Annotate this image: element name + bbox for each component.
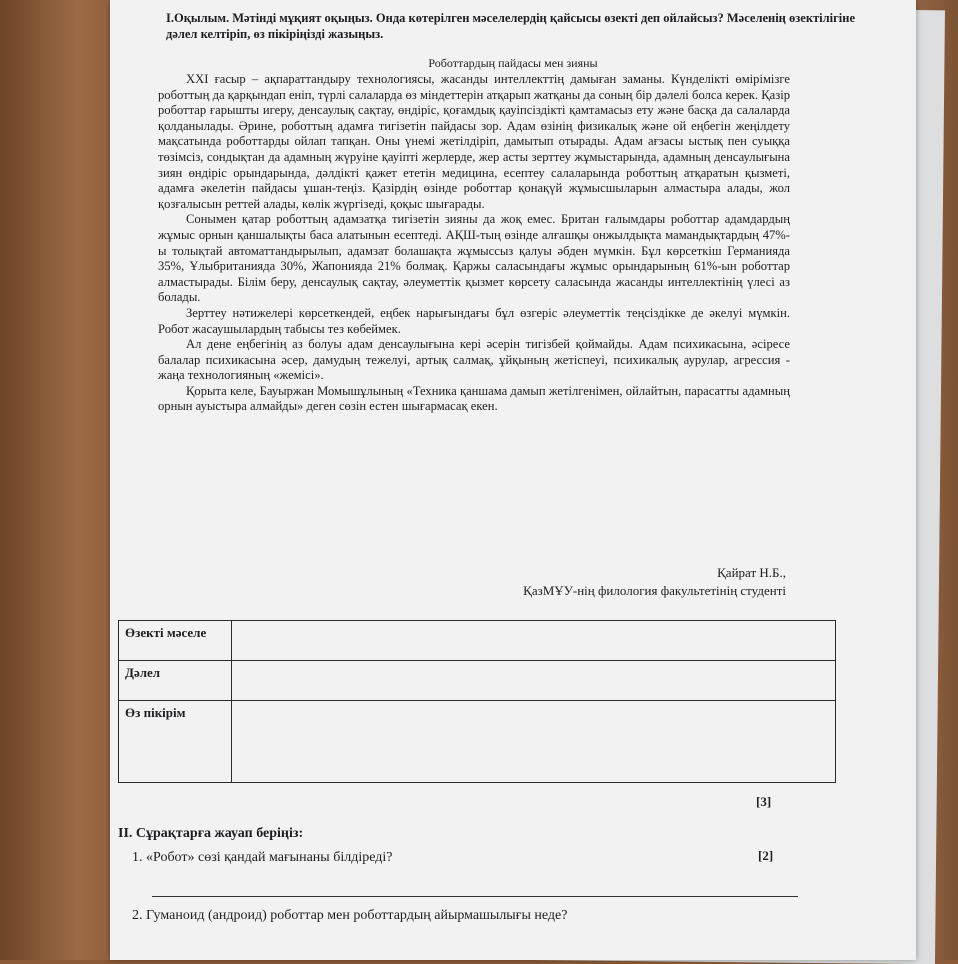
row-label: Дәлел [119,661,232,701]
article-paragraph: XXI ғасыр – ақпараттандыру технологиясы, жасанды интеллекттің дамыған заманы. Күнделікті өмірімізге роботтың да қарқындап еніп, түрлі салаларда өз міндеттерін атқарып жатқаны да соның бір дәлелі болса керек. Қазір роботтар ғарышты игеру, денсаулық сақтау, өндіріс, қоғамдық қауіпсіздікті қамтамасыз ету және басқа да салаларда қолданылады. Әрине, роботтың адамға тигізетін пайдасы зор. Адам өзінің физикалық және ой еңбегін жеңілдету мақсатында роботтарды ойлап тапқан. Оны үнемі жетілдіріп, дамытып отырады. Адам ағзасы ыстық пен суыққа төзімсіз, сондықтан да адамның жүруіне қауіпті жерлерде, жер асты зерттеу жұмыстарында, адамның денсаулығына зиян өндіріс орындарында, дәлдікті қажет ететін медицина, есептеу салаларында роботтың атқаратын қызметі, адамға әкелетін пайдасы ұшан-теңіз. Қазірдің өзінде роботтар қонақүй жұмысшыларын алмастыра алады, жол қозғалысын реттей алады, көлік жүргізеді, қоқыс шығарады. [158,72,790,211]
task1-mark: [3] [756,794,772,809]
table-row [119,621,836,661]
article-author [523,564,786,600]
article-title: Роботтардың пайдасы мен зияны [428,56,598,70]
table-row [119,701,836,783]
task1-heading: I.Оқылым. Мәтінді мұқият оқыңыз. Онда көтерілген мәселелердің қайсысы өзекті деп ойлайсыз? Мәселенің өзектілігіне дәлел келтіріп, өз пікіріңізді жазыңыз. [166,11,856,41]
question-2: 2. Гуманоид (андроид) роботтар мен роботтардың айырмашылығы неде? [132,908,568,923]
answer-table [118,620,836,783]
table-row [119,661,836,701]
answer-cell[interactable] [232,661,836,701]
article-body [158,72,790,415]
article-paragraph: Ал дене еңбегінің аз болуы адам денсаулығына кері әсерін тигізбей қоймайды. Адам психикасына, әсіресе балалар психикасына әсер, дамудың тежелуі, артық салмақ, ұйқының жетіспеуі, психикалық аурулар, агрессия - жаңа технологияның «жемісі». [158,337,790,383]
row-label: Өзекті мәселе [119,621,232,661]
author-affiliation: ҚазМҰУ-нің филология факультетінің студенті [523,583,786,598]
worksheet-page [110,0,916,960]
answer-line[interactable] [152,896,798,897]
article-paragraph: Қорыта келе, Бауыржан Момышұлының «Техника қаншама дамып жетілгенімен, ойлайтын, парасатты адамның орнын ауыстыра алмайды» деген сөзін естен шығармасақ екен. [158,383,790,414]
answer-cell[interactable] [232,701,836,783]
article-paragraph: Зерттеу нәтижелері көрсеткендей, еңбек нарығындағы бұл өзгеріс әлеуметтік теңсіздікке де әкелуі мүмкін. Робот жасаушылардың табысы тез көбеймек. [158,305,790,336]
row-label: Өз пікірім [119,701,232,783]
question-1: 1. «Робот» сөзі қандай мағынаны білдіреді? [132,850,393,865]
question-1-mark: [2] [758,848,774,863]
answer-cell[interactable] [232,621,836,661]
author-name: Қайрат Н.Б., [717,565,786,580]
task2-heading: II. Сұрақтарға жауап беріңіз: [118,826,304,841]
article-paragraph: Сонымен қатар роботтың адамзатқа тигізетін зияны да жоқ емес. Британ ғалымдары роботтар адамдардың жұмыс орнын қаншалықты баса алатынын есептеді. АҚШ-тың өзінде алғашқы онжылдықта мамандықтардың 47%-ы толықтай автоматтандырылып, адамзат болашақта жұмыссыз қалуы әбден мүмкін. Бұл көрсеткіш Германияда 35%, Ұлыбританияда 30%, Жапонияда 21% болмақ. Қаржы саласындағы жұмыс орындарының 61%-ын роботтар алмастырады. Білім беру, денсаулық сақтау, әлеуметтік қызмет көрсету саласында жасанды интеллектінің үлесі аз болады. [158,212,790,305]
